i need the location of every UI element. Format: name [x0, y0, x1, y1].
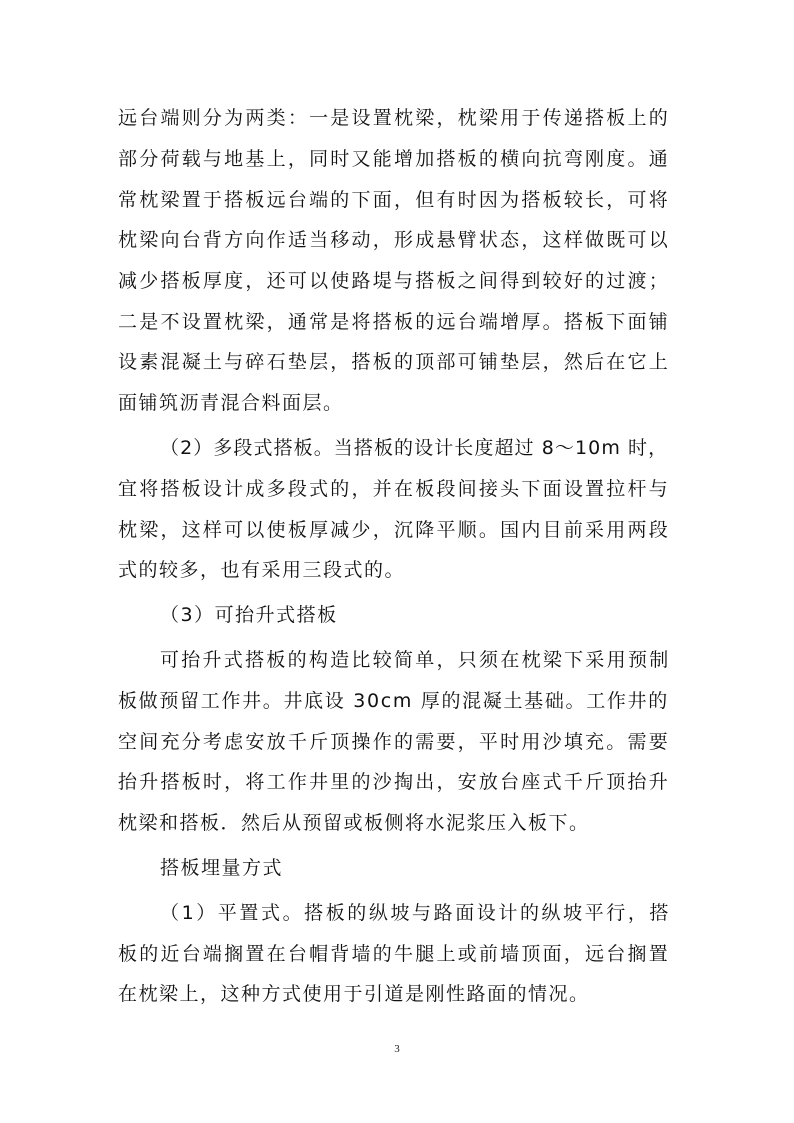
text-line: 式的较多，也有采用三段式的。 [118, 559, 406, 581]
text-line: 枕梁和搭板．然后从预留或板侧将水泥浆压入板下。 [118, 812, 590, 834]
text-line: 面铺筑沥青混合料面层。 [118, 392, 344, 414]
text-line: 空间充分考虑安放千斤顶操作的需要，平时用沙填充。需要 [118, 731, 670, 753]
text-line: 二是不设置枕梁，通常是将搭板的远台端增厚。搭板下面铺 [118, 311, 670, 333]
text-line: 枕梁，这样可以使板厚减少，沉降平顺。国内目前采用两段 [118, 519, 670, 541]
text-line: （1）平置式。搭板的纵坡与路面设计的纵坡平行，搭 [160, 902, 672, 924]
text-line: 板的近台端搁置在台帽背墙的牛腿上或前墙顶面，远台搁置 [118, 943, 670, 965]
text-line: 在枕梁上，这种方式使用于引道是刚性路面的情况。 [118, 983, 590, 1005]
text-line: 枕梁向台背方向作适当移动，形成悬臂状态，这样做既可以 [118, 229, 670, 251]
text-line: （3）可抬升式搭板 [160, 604, 338, 626]
text-line: 宜将搭板设计成多段式的，并在板段间接头下面设置拉杆与 [118, 478, 670, 500]
text-line: 常枕梁置于搭板远台端的下面，但有时因为搭板较长，可将 [118, 189, 670, 211]
text-line: 远台端则分为两类：一是设置枕梁，枕梁用于传递搭板上的 [118, 107, 670, 129]
text-line: 板做预留工作井。井底设 30cm 厚的混凝土基础。工作井的 [118, 690, 669, 712]
text-line: 减少搭板厚度，还可以使路堤与搭板之间得到较好的过渡； [118, 270, 670, 292]
text-line: （2）多段式搭板。当搭板的设计长度超过 8～10m 时， [160, 437, 669, 459]
text-line: 部分荷载与地基上，同时又能增加搭板的横向抗弯刚度。通 [118, 148, 670, 170]
page-number: 3 [394, 1043, 400, 1055]
text-line: 搭板埋量方式 [160, 857, 284, 879]
text-line: 设素混凝土与碎石垫层，搭板的顶部可铺垫层，然后在它上 [118, 351, 670, 373]
text-line: 抬升搭板时，将工作井里的沙掏出，安放台座式千斤顶抬升 [118, 771, 670, 793]
text-line: 可抬升式搭板的构造比较简单，只须在枕梁下采用预制 [160, 649, 671, 671]
